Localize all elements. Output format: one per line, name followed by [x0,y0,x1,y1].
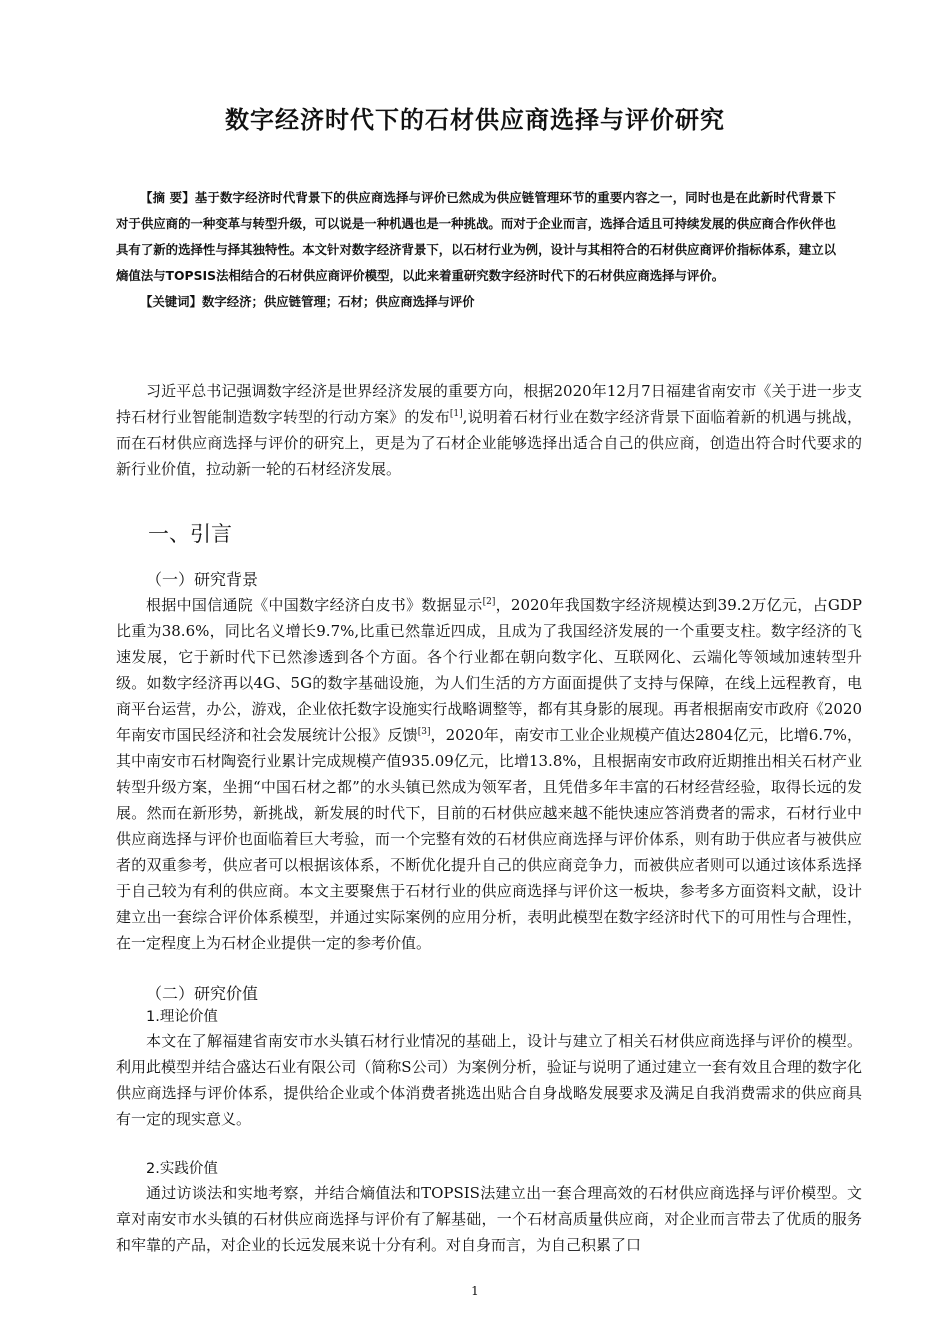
theory-paragraph: 本文在了解福建省南安市水头镇石材行业情况的基础上，设计与建立了相关石材供应商选择与评价的模型。利用此模型并结合盛达石业有限公司（简称S公司）为案例分析，验证与说明了通过建立一套有效且合理的数字化供应商选择与评价体系，提供给企业或个体消费者挑选出贴合自身战略发展要求及满足自我消费需求的供应商具有一定的现实意义。 [116,1032,862,1128]
practice-value-block [116,1158,862,1258]
abstract-text: 基于数字经济时代背景下的供应商选择与评价已然成为供应链管理环节的重要内容之一，同时也是在此新时代背景下对于供应商的一种变革与转型升级，可以说是一种机遇也是一种挑战。而对于企业而言，选择合适且可持续发展的供应商合作伙伴也具有了新的选择性与择其独特性。本文针对数字经济背景下，以石材行业为例，设计与其相符合的石材供应商评价指标体系，建立以熵值法与TOPSIS法相结合的石材供应商评价模型，以此来着重研究数字经济时代下的石材供应商选择与评价。 [116,190,836,283]
keywords-label: 【关键词】 [140,294,202,309]
paper-title: 数字经济时代下的石材供应商选择与评价研究 [225,106,725,134]
abstract-paragraph [116,185,836,289]
intro-paragraph [116,378,862,482]
background-text-1: 根据中国信通院《中国数字经济白皮书》数据显示 [146,596,483,614]
citation-2: [2] [482,597,496,607]
intro-text-2: ,说明着石材行业在数字经济背景下面临着新的机遇与挑战，而在石材供应商选择与评价的研究上，更是为了石材企业能够选择出适合自己的供应商，创造出符合时代要求的新行业价值，拉动新一轮的石材经济发展。 [116,408,862,478]
background-paragraph [116,592,862,956]
abstract-block [116,185,836,315]
citation-1: [1] [449,409,463,419]
section-heading-introduction: 一、引言 [148,522,232,546]
research-background-block [116,568,862,956]
keywords-paragraph [116,289,836,315]
practice-paragraph: 通过访谈法和实地考察，并结合熵值法和TOPSIS法建立出一套合理高效的石材供应商选择与评价模型。文章对南安市水头镇的石材供应商选择与评价有了解基础，一个石材高质量供应商，对企业而言带去了优质的服务和牢靠的产品，对企业的长远发展来说十分有利。对自身而言，为自己积累了口 [116,1184,862,1254]
research-value-block [116,982,862,1132]
background-text-2: ，2020年我国数字经济规模达到39.2万亿元，占GDP比重为38.6%，同比名义增长9.7%,比重已然靠近四成，且成为了我国经济发展的一个重要支柱。数字经济的飞速发展，它于新时代下已然渗透到各个方面。各个行业都在朝向数字化、互联网化、云端化等领域加速转型升级。如数字经济再以4G、5G的数字基础设施，为人们生活的方方面面提供了支持与保障，在线上远程教育，电商平台运营，办公，游戏，企业依托数字设施实行战略调整等，都有其身影的展现。再者根据南安市政府《2020年南安市国民经济和社会发展统计公报》反馈 [116,596,862,744]
intro-block [116,378,862,482]
subsection-heading-value: （二）研究价值 [146,984,259,1003]
citation-3: [3] [417,727,431,737]
background-text-3: ，2020年，南安市工业企业规模产值达2804亿元，比增6.7%，其中南安市石材陶瓷行业累计完成规模产值935.09亿元，比增13.8%，且根据南安市政府近期推出相关石材产业转型升级方案，坐拥“中国石材之都”的水头镇已然成为领军者，且凭借多年丰富的石材经营经验，取得长远的发展。然而在新形势，新挑战，新发展的时代下，目前的石材供应越来越不能快速应答消费者的需求，石材行业中供应商选择与评价也面临着巨大考验，而一个完整有效的石材供应商选择与评价体系，则有助于供应者与被供应者的双重参考，供应者可以根据该体系，不断优化提升自己的供应商竞争力，而被供应者则可以通过该体系选择于自己较为有利的供应商。本文主要聚焦于石材行业的供应商选择与评价这一板块，参考多方面资料文献，设计建立出一套综合评价体系模型，并通过实际案例的应用分析，表明此模型在数字经济时代下的可用性与合理性，在一定程度上为石材企业提供一定的参考价值。 [116,726,862,952]
item-heading-practice: 2.实践价值 [146,1161,218,1177]
page-number: 1 [471,1284,479,1298]
keywords-text: 数字经济；供应链管理；石材；供应商选择与评价 [201,294,475,309]
item-heading-theory: 1.理论价值 [146,1009,218,1025]
intro-text-1: 习近平总书记强调数字经济是世界经济发展的重要方向，根据2020年12月7日福建省南安市《关于进一步支持石材行业智能制造数字转型的行动方案》的发布 [116,382,862,426]
abstract-label: 【摘 要】 [140,190,195,205]
subsection-heading-background: （一）研究背景 [146,570,259,589]
